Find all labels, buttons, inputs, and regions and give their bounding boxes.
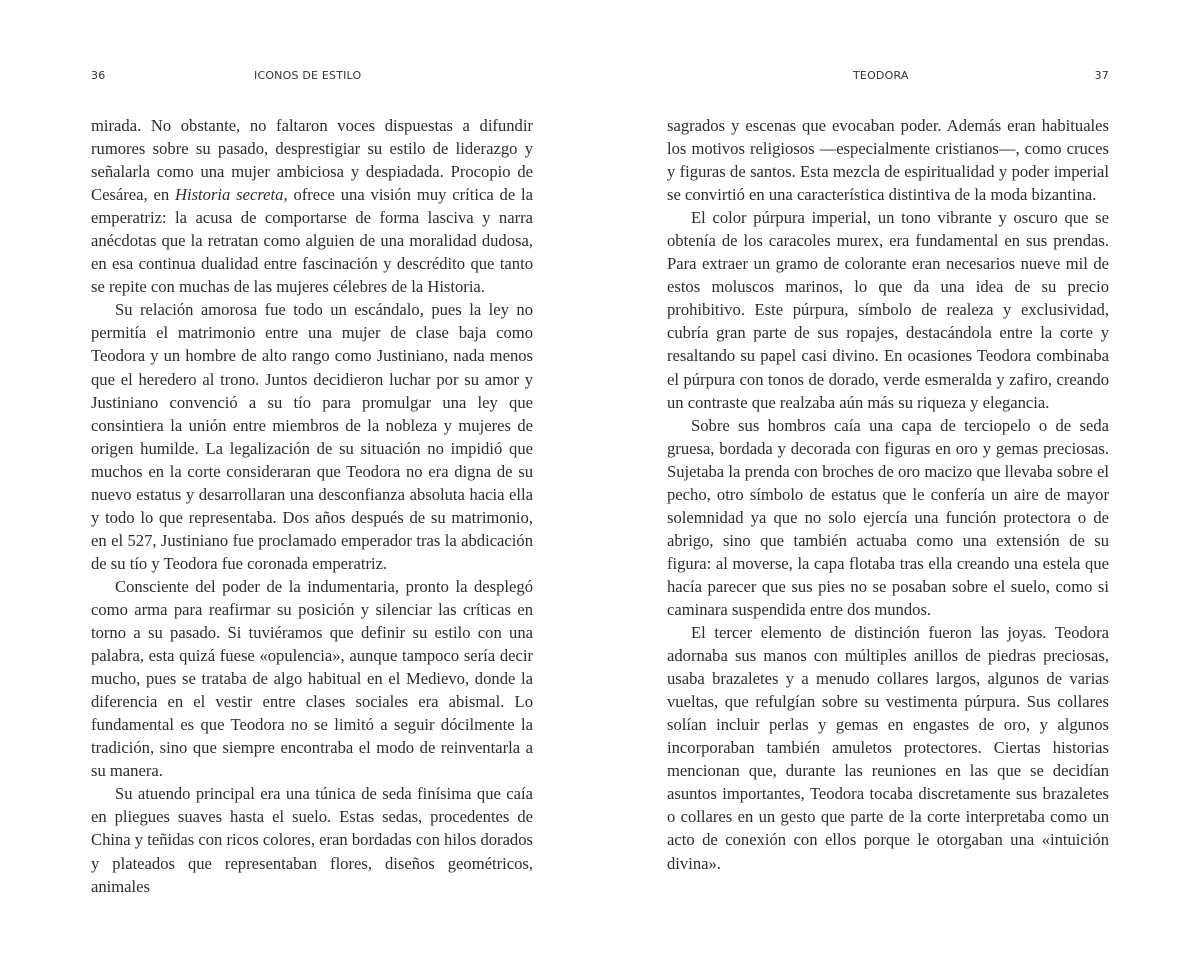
paragraph: sagrados y escenas que evocaban poder. Además eran habituales los motivos religiosos —especialmente cristianos—, como cruces y figuras de santos. Esta mezcla de espiritualidad y poder imperial se convirtió en una característica distintiva de la moda bizantina.: [667, 116, 1109, 205]
paragraph: El color púrpura imperial, un tono vibrante y oscuro que se obtenía de los caracoles murex, era fundamental en sus prendas. Para extraer un gramo de colorante eran necesarios nueve mil de estos moluscos marinos, lo que da una idea de su precio prohibitivo. Este púrpura, símbolo de realeza y exclusividad, cubría gran parte de sus ropajes, destacándola entre la corte y resaltando su papel casi divino. En ocasiones Teodora combinaba el púrpura con tonos de dorado, verde esmeralda y zafiro, creando un contraste que realzaba aún más su riqueza y elegancia.: [667, 208, 1109, 412]
paragraph: Sobre sus hombros caía una capa de terciopelo o de seda gruesa, bordada y decorada con figuras en oro y gemas preciosas. Sujetaba la prenda con broches de oro macizo que llevaba sobre el pecho, otro símbolo de estatus que le confería un aire de mayor solemnidad ya que no solo ejercía una función protectora o de abrigo, sino que también actuaba como una extensión de su figura: al moverse, la capa flotaba tras ella creando una estela que hacía parecer que sus pies no se posaban sobre el suelo, como si caminara suspendida entre dos mundos.: [667, 415, 1109, 619]
paragraph: [91, 114, 533, 298]
page-header: [667, 69, 1109, 85]
paragraph: Su atuendo principal era una túnica de seda finísima que caía en pliegues suaves hasta el suelo. Estas sedas, procedentes de China y teñidas con ricos colores, eran bordadas con hilos dorados y plateados que representaban flores, diseños geométricos, animales: [91, 784, 533, 896]
paragraph-text: , ofrece una visión muy crítica de la emperatriz: la acusa de comportarse de forma lasciva y narra anécdotas que la retratan como alguien de una moralidad dudosa, en esa continua dualidad entre fascinación y descrédito que tanto se repite con muchas de las mujeres célebres de la Historia.: [91, 185, 534, 297]
right-page: [667, 0, 1109, 955]
left-page: [91, 0, 533, 955]
body-text: [667, 114, 1109, 875]
running-head: TEODORA: [853, 69, 909, 82]
paragraph-text: mirada. No obstante, no faltaron voces dispuestas a difundir rumores sobre su pasado, desprestigiar su estilo de liderazgo y señalarla como una mujer ambiciosa y despiadada. Procopio de Cesárea, en: [91, 116, 533, 205]
page-number: 36: [91, 69, 106, 82]
book-title: Historia secreta: [175, 185, 284, 205]
paragraph: Consciente del poder de la indumentaria, pronto la desplegó como arma para reafirmar su posición y silenciar las críticas en torno a su pasado. Si tuviéramos que definir su estilo con una palabra, esta quizá fuese «opulencia», aunque tampoco sería decir mucho, pues se trataba de algo habitual en el Medievo, donde la diferencia en el vestir entre clases sociales era abismal. Lo fundamental es que Teodora no se limitó a seguir dócilmente la tradición, sino que siempre encontraba el modo de reinventarla a su manera.: [91, 576, 533, 781]
paragraph: El tercer elemento de distinción fueron las joyas. Teodora adornaba sus manos con múltiples anillos de piedras preciosas, usaba brazaletes y a menudo collares largos, algunos de varias vueltas, que refulgían sobre su vestimenta púrpura. Sus collares solían incluir perlas y gemas en engastes de oro, y algunos incorporaban también amuletos protectores. Ciertas historias mencionan que, durante las reuniones en las que se decidían asuntos importantes, Teodora tocaba discretamente sus brazaletes o collares en un gesto que parte de la corte interpretaba como un acto de conexión con ellos porque le otorgaban una «intuición divina».: [667, 623, 1109, 873]
page-number: 37: [1094, 69, 1109, 82]
paragraph: Su relación amorosa fue todo un escándalo, pues la ley no permitía el matrimonio entre una mujer de clase baja como Teodora y un hombre de alto rango como Justiniano, nada menos que el heredero al trono. Juntos decidieron luchar por su amor y Justiniano convenció a su tío para promulgar una ley que consintiera la unión entre miembros de la nobleza y mujeres de origen humilde. La legalización de su situación no impidió que muchos en la corte consideraran que Teodora no era digna de su nuevo estatus y desarrollaran una desconfianza absoluta hacia ella y todo lo que representaba. Dos años después de su matrimonio, en el 527, Justiniano fue proclamado emperador tras la abdicación de su tío y Teodora fue coronada emperatriz.: [91, 300, 533, 573]
running-head: ICONOS DE ESTILO: [254, 69, 362, 82]
body-text: [91, 114, 533, 898]
page-header: [91, 69, 533, 85]
